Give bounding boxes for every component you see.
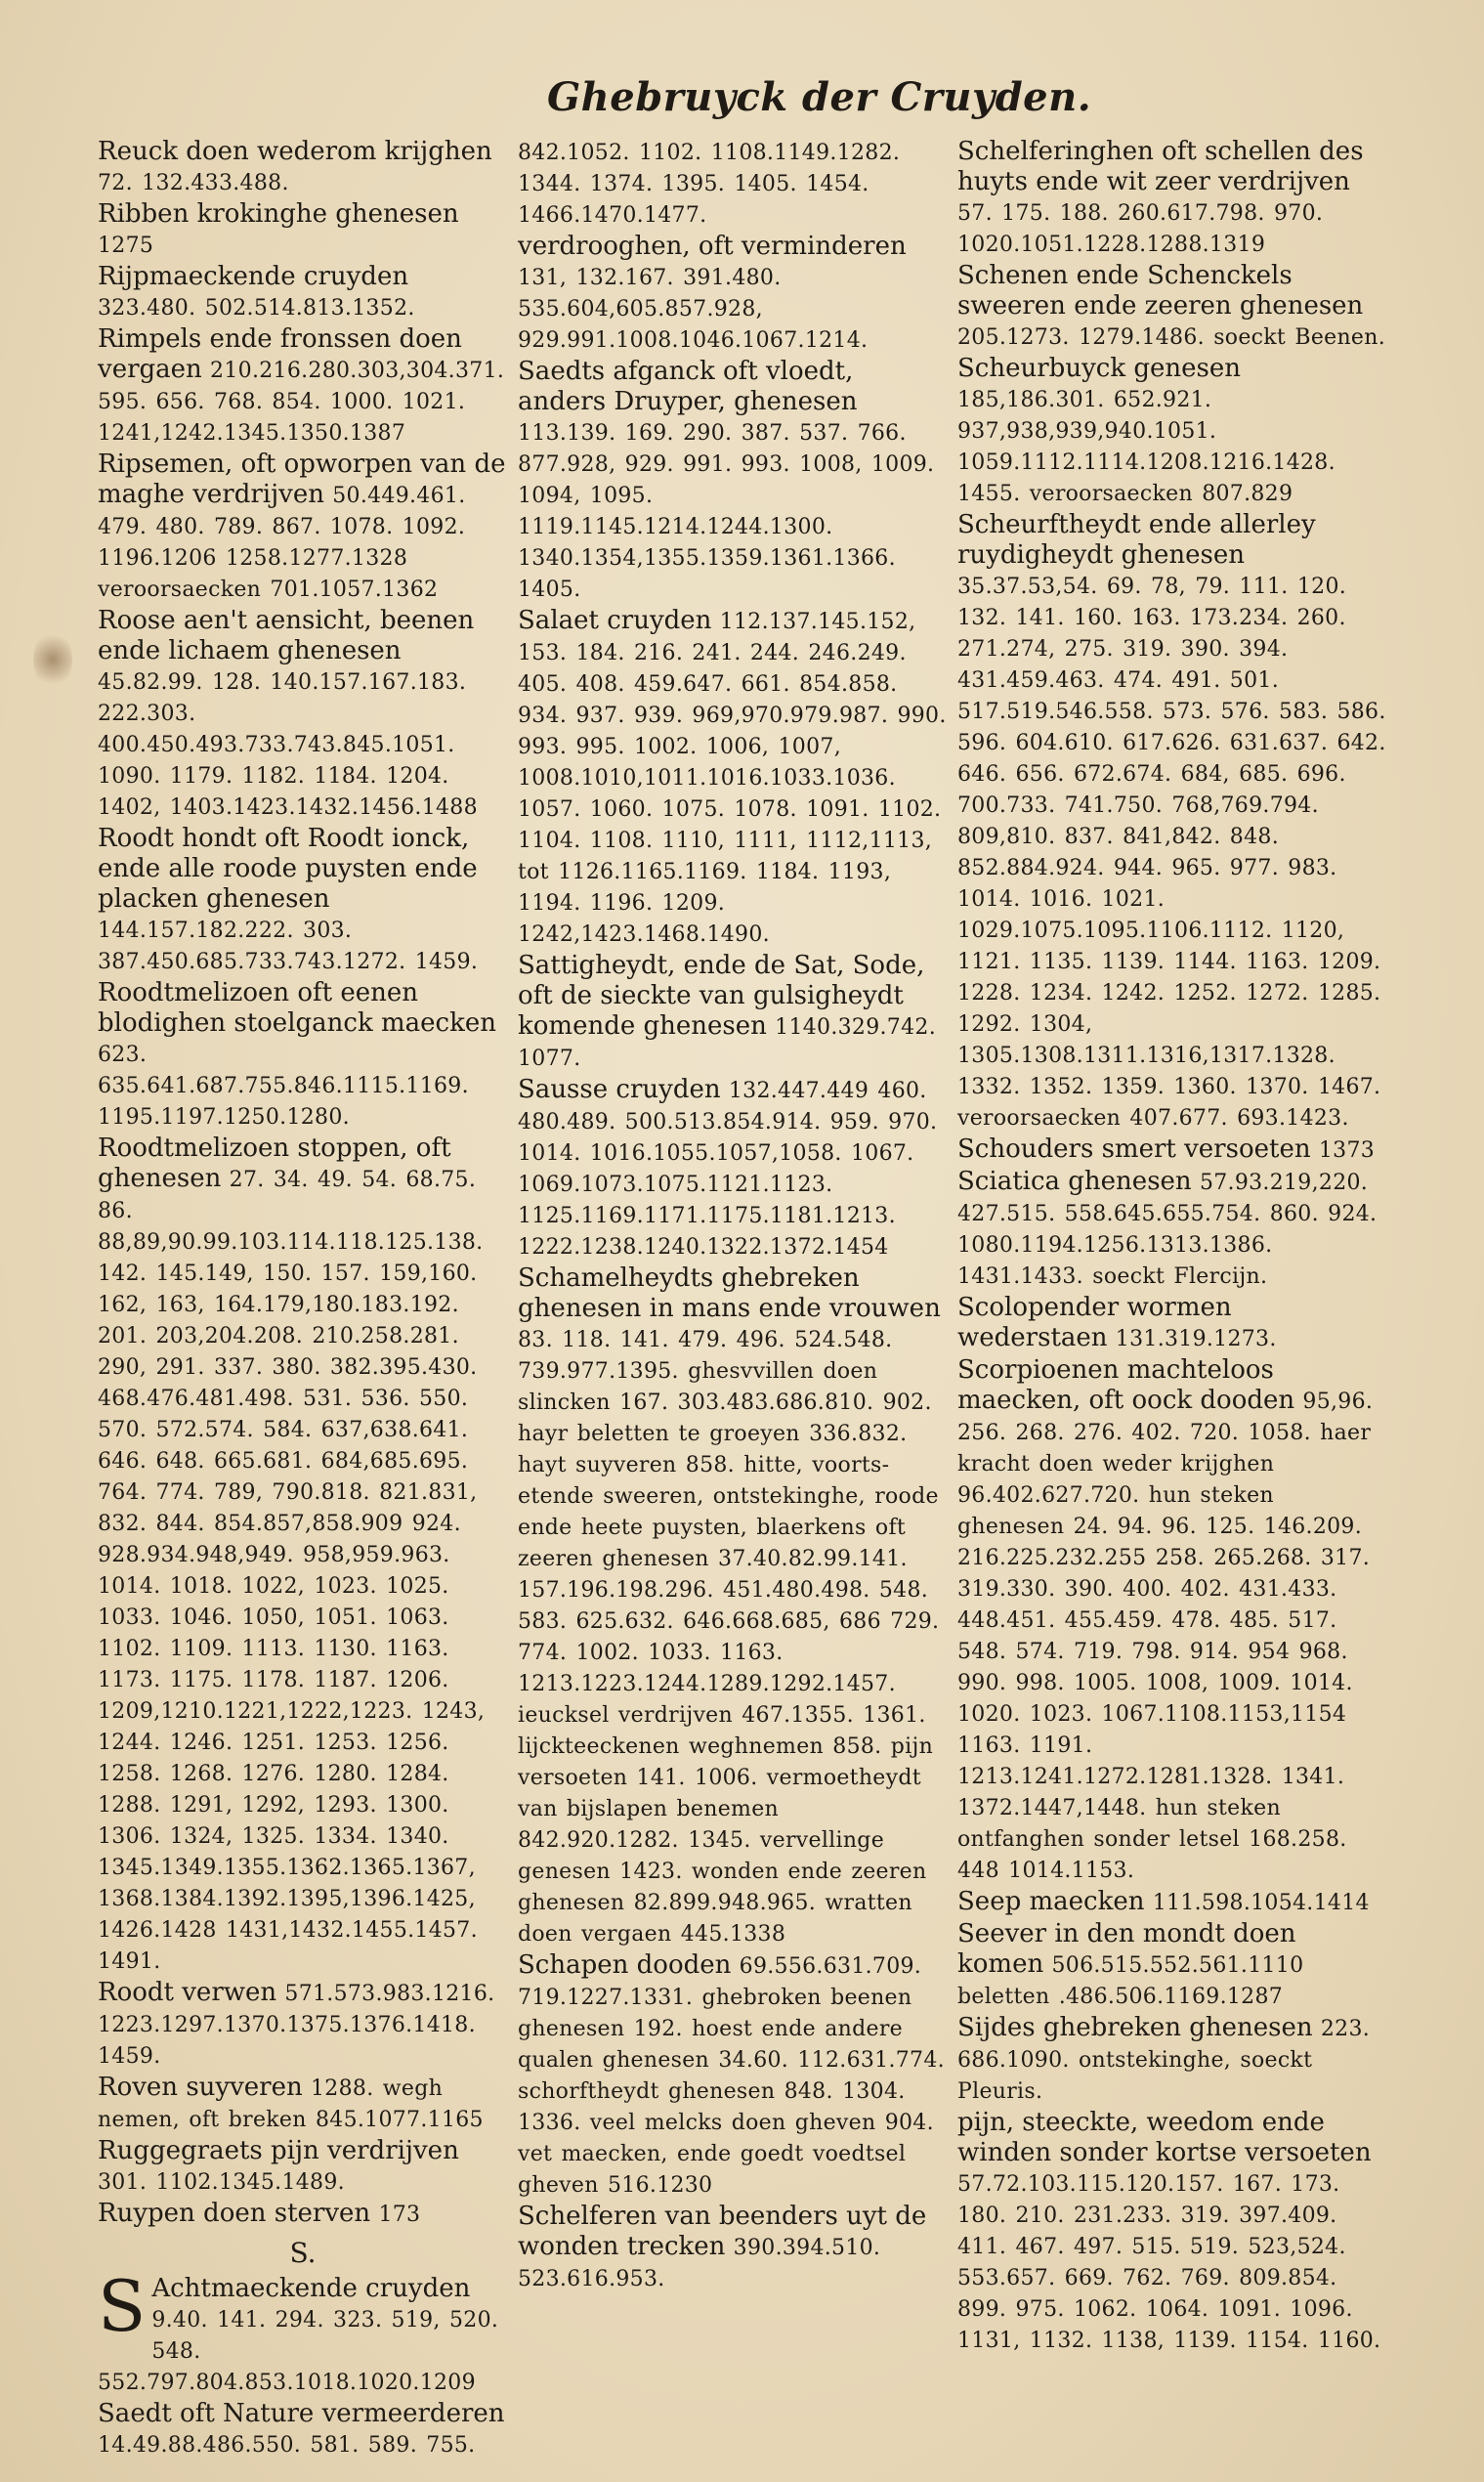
entry-headword: Roose aen't aensicht, beenen ende lichaem ghenesen [98,606,475,665]
entry-references: 1275 [98,234,154,258]
entry-references: 323.480. 502.514.813.1352. [98,296,415,321]
index-entry [957,510,1387,1134]
page-header: Ghebruyck der Cruyden. [547,74,1092,120]
entry-headword: Saedts afganck oft vloedt, anders Druyper, ghenesen [518,357,858,416]
index-entry [957,1134,1387,1166]
index-entry [98,606,508,823]
entry-references: 185,186.301. 652.921. 937,938,939,940.1051. 1059.1112.1114.1208.1216.1428. 1455. veroorsaecken 807.829 [957,388,1336,506]
index-entry [98,2073,508,2135]
entry-references: 301. 1102.1345.1489. [98,2170,345,2195]
index-entry [518,232,948,356]
entry-references: 57. 175. 188. 260.617.798. 970. 1020.1051.1228.1288.1319 [957,201,1324,257]
index-entry [518,1075,948,1262]
entry-references: 72. 132.433.488. [98,171,289,195]
entry-headword: Roven suyveren [98,2073,303,2102]
entry-headword: Scheurftheydt ende allerley ruydigheydt ghenesen [957,510,1316,570]
entry-references: 57.72.103.115.120.157. 167. 173. 180. 210. 231.233. 319. 397.409. 411. 467. 497. 515. 519. 523,524. 553.657. 669. 762. 769. 809.854. 899. 975. 1062. 1064. 1091. 1096. 1131, 1132. 1138, 1139. 1154. 1160. [957,2172,1381,2353]
entry-headword: Ruypen doen sterven [98,2199,371,2228]
entry-references: 506.515.552.561.1110 beletten .486.506.1169.1287 [957,1953,1304,2009]
column-1-entries [98,137,508,2230]
index-entry [98,262,508,323]
entry-headword: Reuck doen wederom krijghen [98,137,492,166]
column-3 [957,137,1387,2357]
entry-headword: Scolopender wormen wederstaen [957,1293,1232,1352]
entry-headword: Ruggegraets pijn verdrijven [98,2136,459,2165]
entry-headword: Sijdes ghebreken ghenesen [957,2013,1313,2042]
index-entry [98,2136,508,2198]
ink-smudge [33,630,72,689]
entry-references: 131.319.1273. [1115,1327,1277,1351]
entry-headword: Schenen ende Schenckels sweeren ende zeeren ghenesen [957,261,1364,321]
entry-references: 95,96. 256. 268. 276. 402. 720. 1058. haer kracht doen weder krijghen 96.402.627.720. hun steken ghenesen 24. 94. 96. 125. 146.209. 216.225.232.255 258. 265.268. 317. 319.330. 390. 400. 402. 431.433. 448.451. 455.459. 478. 485. 517. 548. 574. 719. 798. 914. 954 968. 990. 998. 1005. 1008, 1009. 1014. 1020. 1023. 1067.1108.1153,1154 1163. 1191. 1213.1241.1272.1281.1328. 1341. 1372.1447,1448. hun steken ontfanghen sonder letsel 168.258. 448 1014.1153. [957,1390,1374,1883]
entry-references: 1373 [1318,1138,1376,1163]
entry-references: 205.1273. 1279.1486. soeckt Beenen. [957,325,1386,350]
entry-references: 9.40. 141. 294. 323. 519, 520. 548. 552.797.804.853.1018.1020.1209 [98,2308,499,2395]
section-s-entries [98,2265,508,2461]
index-entry [957,1293,1387,1354]
entry-headword: Roodtmelizoen stoppen, oft ghenesen [98,1134,451,1193]
index-entry [518,2202,948,2294]
entry-headword: Ribben krokinghe ghenesen [98,199,459,229]
entry-headword: Scheurbuyck genesen [957,354,1241,383]
entry-headword: Schelferen van beenders uyt de wonden trecken [518,2202,927,2261]
index-entry [98,1978,508,2072]
entry-references: 83. 118. 141. 479. 496. 524.548. 739.977.1395. ghesvvillen doen slincken 167. 303.483.686.810. 902. hayr beletten te groeyen 336.832. hayt suyveren 858. hitte, voorts-etende sweeren, ontstekinghe, roode ende heete puysten, blaerkens oft zeeren ghenesen 37.40.82.99.141. 157.196.198.296. 451.480.498. 548. 583. 625.632. 646.668.685, 686 729. 774. 1002. 1033. 1163. 1213.1223.1244.1289.1292.1457. ieucksel verdrijven 467.1355. 1361. lijckteeckenen weghnemen 858. pijn versoeten 141. 1006. vermoetheydt van bijslapen benemen 842.920.1282. 1345. vervellinge genesen 1423. wonden ende zeeren ghenesen 82.899.948.965. wratten doen vergaen 445.1338 [518,1328,940,1947]
entry-references: 132.447.449 460. 480.489. 500.513.854.914. 959. 970. 1014. 1016.1055.1057,1058. 1067. 1069.1073.1075.1121.1123. 1125.1169.1171.1175.1181.1213. 1222.1238.1240.1322.1372.1454 [518,1079,938,1260]
entry-references: 131, 132.167. 391.480. 535.604,605.857.928, 929.991.1008.1046.1067.1214. [518,266,869,353]
entry-headword: Scorpioenen machteloos maecken, oft oock dooden [957,1355,1295,1415]
entry-references: 45.82.99. 128. 140.157.167.183. 222.303. 400.450.493.733.743.845.1051. 1090. 1179. 1182. 1184. 1204. 1402, 1403.1423.1432.1456.1488 [98,670,478,820]
entry-references: 842.1052. 1102. 1108.1149.1282. 1344. 1374. 1395. 1405. 1454. 1466.1470.1477. [518,141,901,228]
entry-references: 35.37.53,54. 69. 78, 79. 111. 120. 132. 141. 160. 163. 173.234. 260. 271.274, 275. 319. 390. 394. 431.459.463. 474. 491. 501. 517.519.546.558. 573. 576. 583. 586. 596. 604.610. 617.626. 631.637. 642. 646. 656. 672.674. 684, 685. 696. 700.733. 741.750. 768,769.794. 809,810. 837. 841,842. 848. 852.884.924. 944. 965. 977. 983. 1014. 1016. 1021. 1029.1075.1095.1106.1112. 1120, 1121. 1135. 1139. 1144. 1163. 1209. 1228. 1234. 1242. 1252. 1272. 1285. 1292. 1304, 1305.1308.1311.1316,1317.1328. 1332. 1352. 1359. 1360. 1370. 1467. veroorsaecken 407.677. 693.1423. [957,575,1386,1131]
column-3-entries [957,137,1387,2356]
index-entry [957,354,1387,509]
index-entry [957,1355,1387,1886]
entry-references: 57.93.219,220. 427.515. 558.645.655.754. 860. 924. 1080.1194.1256.1313.1386. 1431.1433. soeckt Flercijn. [957,1171,1378,1289]
entry-headword: Saedt oft Nature vermeerderen [98,2399,505,2428]
entry-headword: Sciatica ghenesen [957,1167,1192,1196]
entry-headword: Ripsemen, oft opworpen van de maghe verdrijven [98,449,506,509]
index-entry [98,137,508,198]
index-entry [957,2013,1387,2107]
entry-references: 27. 34. 49. 54. 68.75. 86. 88,89,90.99.103.114.118.125.138. 142. 145.149, 150. 157. 159,160. 162, 163, 164.179,180.183.192. 201. 203,204.208. 210.258.281. 290, 291. 337. 380. 382.395.430. 468.476.481.498. 531. 536. 550. 570. 572.574. 584. 637,638.641. 646. 648. 665.681. 684,685.695. 764. 774. 789, 790.818. 821.831, 832. 844. 854.857,858.909 924. 928.934.948,949. 958,959.963. 1014. 1018. 1022, 1023. 1025. 1033. 1046. 1050, 1051. 1063. 1102. 1109. 1113. 1130. 1163. 1173. 1175. 1178. 1187. 1206. 1209,1210.1221,1222,1223. 1243, 1244. 1246. 1251. 1253. 1256. 1258. 1268. 1276. 1280. 1284. 1288. 1291, 1292, 1293. 1300. 1306. 1324, 1325. 1334. 1340. 1345.1349.1355.1362.1365.1367, 1368.1384.1392.1395,1396.1425, 1426.1428 1431,1432.1455.1457. 1491. [98,1168,486,1974]
entry-references: 50.449.461. 479. 480. 789. 867. 1078. 1092. 1196.1206 1258.1277.1328 veroorsaecken 701.1057.1362 [98,484,466,602]
entry-references: 210.216.280.303,304.371. 595. 656. 768. 854. 1000. 1021. 1241,1242.1345.1350.1387 [98,359,505,446]
entry-headword: Schouders smert versoeten [957,1134,1311,1164]
index-entry [957,1167,1387,1292]
entry-headword: Schelferinghen oft schellen des huyts ende wit zeer verdrijven [957,137,1364,196]
entry-references: 111.598.1054.1414 [1152,1891,1370,1915]
index-entry [98,2265,508,2398]
index-entry [98,2399,508,2461]
entry-headword: Rijpmaeckende cruyden [98,262,409,291]
index-entry [518,951,948,1074]
index-entry [957,261,1387,353]
entry-headword: Roodtmelizoen oft eenen blodighen stoelganck maecken [98,978,496,1038]
entry-headword: Roodt hondt oft Roodt ionck, ende alle roode puysten ende placken ghenesen [98,824,478,914]
drop-cap-letter: S [98,2265,147,2347]
entry-references: 1140.329.742. 1077. [518,1015,936,1071]
entry-headword: Sausse cruyden [518,1075,721,1104]
entry-references: 14.49.88.486.550. 581. 589. 755. [98,2433,476,2458]
entry-references: 223. 686.1090. ontstekinghe, soeckt Pleuris. [957,2017,1371,2104]
entry-headword: pijn, steeckte, weedom ende winden sonder kortse versoeten [957,2108,1372,2167]
section-letter: S. [289,2237,317,2269]
index-entry [518,606,948,950]
index-entry [957,2108,1387,2356]
entry-headword: Seever in den mondt doen komen [957,1919,1296,1979]
entry-headword: Schapen dooden [518,1950,732,1980]
entry-references: 69.556.631.709. 719.1227.1331. ghebroken beenen ghenesen 192. hoest ende andere qualen ghenesen 34.60. 112.631.774. schorftheydt ghenesen 848. 1304. 1336. veel melcks doen gheven 904. vet maecken, ende goedt voedtsel gheven 516.1230 [518,1954,945,2198]
entry-references: 173 [378,2203,421,2227]
entry-references: 1288. wegh nemen, oft breken 845.1077.1165 [98,2076,484,2132]
column-1 [98,137,508,2461]
entry-references: 571.573.983.1216. 1223.1297.1370.1375.1376.1418. 1459. [98,1982,495,2069]
entry-references: 390.394.510. 523.616.953. [518,2236,881,2291]
index-entry [957,1919,1387,2012]
index-entry [98,824,508,977]
entry-references: 113.139. 169. 290. 387. 537. 766. 877.928, 929. 991. 993. 1008, 1009. 1094, 1095. 1119.1145.1214.1244.1300. 1340.1354,1355.1359.1361.1366. 1405. [518,421,935,602]
entry-headword: Rimpels ende fronssen doen vergaen [98,324,462,384]
entry-headword: Salaet cruyden [518,606,712,635]
column-2 [518,137,948,2295]
index-entry [98,199,508,261]
entry-headword: verdrooghen, oft verminderen [518,232,907,261]
index-entry [98,978,508,1133]
index-entry [518,1950,948,2201]
column-2-entries [518,137,948,2294]
index-entry [957,137,1387,260]
entry-headword: Sattigheydt, ende de Sat, Sode, oft de sieckte van gulsigheydt komende ghenesen [518,951,925,1041]
index-entry [518,1263,948,1949]
index-entry [98,324,508,449]
entry-headword: Achtmaeckende cruyden [151,2274,471,2303]
entry-headword: Seep maecken [957,1887,1145,1916]
index-entry [957,1887,1387,1918]
index-entry [518,357,948,605]
entry-headword: Roodt verwen [98,1978,277,2007]
index-entry [98,449,508,605]
entry-headword: Schamelheydts ghebreken ghenesen in mans ende vrouwen [518,1263,941,1323]
index-entry [98,2199,508,2230]
entry-references: 144.157.182.222. 303. 387.450.685.733.743.1272. 1459. [98,919,479,974]
index-entry [518,137,948,231]
entry-references: 112.137.145.152, 153. 184. 216. 241. 244. 246.249. 405. 408. 459.647. 661. 854.858. 934. 937. 939. 969,970.979.987. 990. 993. 995. 1002. 1006, 1007, 1008.1010,1011.1016.1033.1036. 1057. 1060. 1075. 1078. 1091. 1102. 1104. 1108. 1110, 1111, 1112,1113, tot 1126.1165.1169. 1184. 1193, 1194. 1196. 1209. 1242,1423.1468.1490. [518,610,947,947]
entry-references: 623. 635.641.687.755.846.1115.1169. 1195.1197.1250.1280. [98,1043,469,1130]
index-entry [98,1134,508,1977]
